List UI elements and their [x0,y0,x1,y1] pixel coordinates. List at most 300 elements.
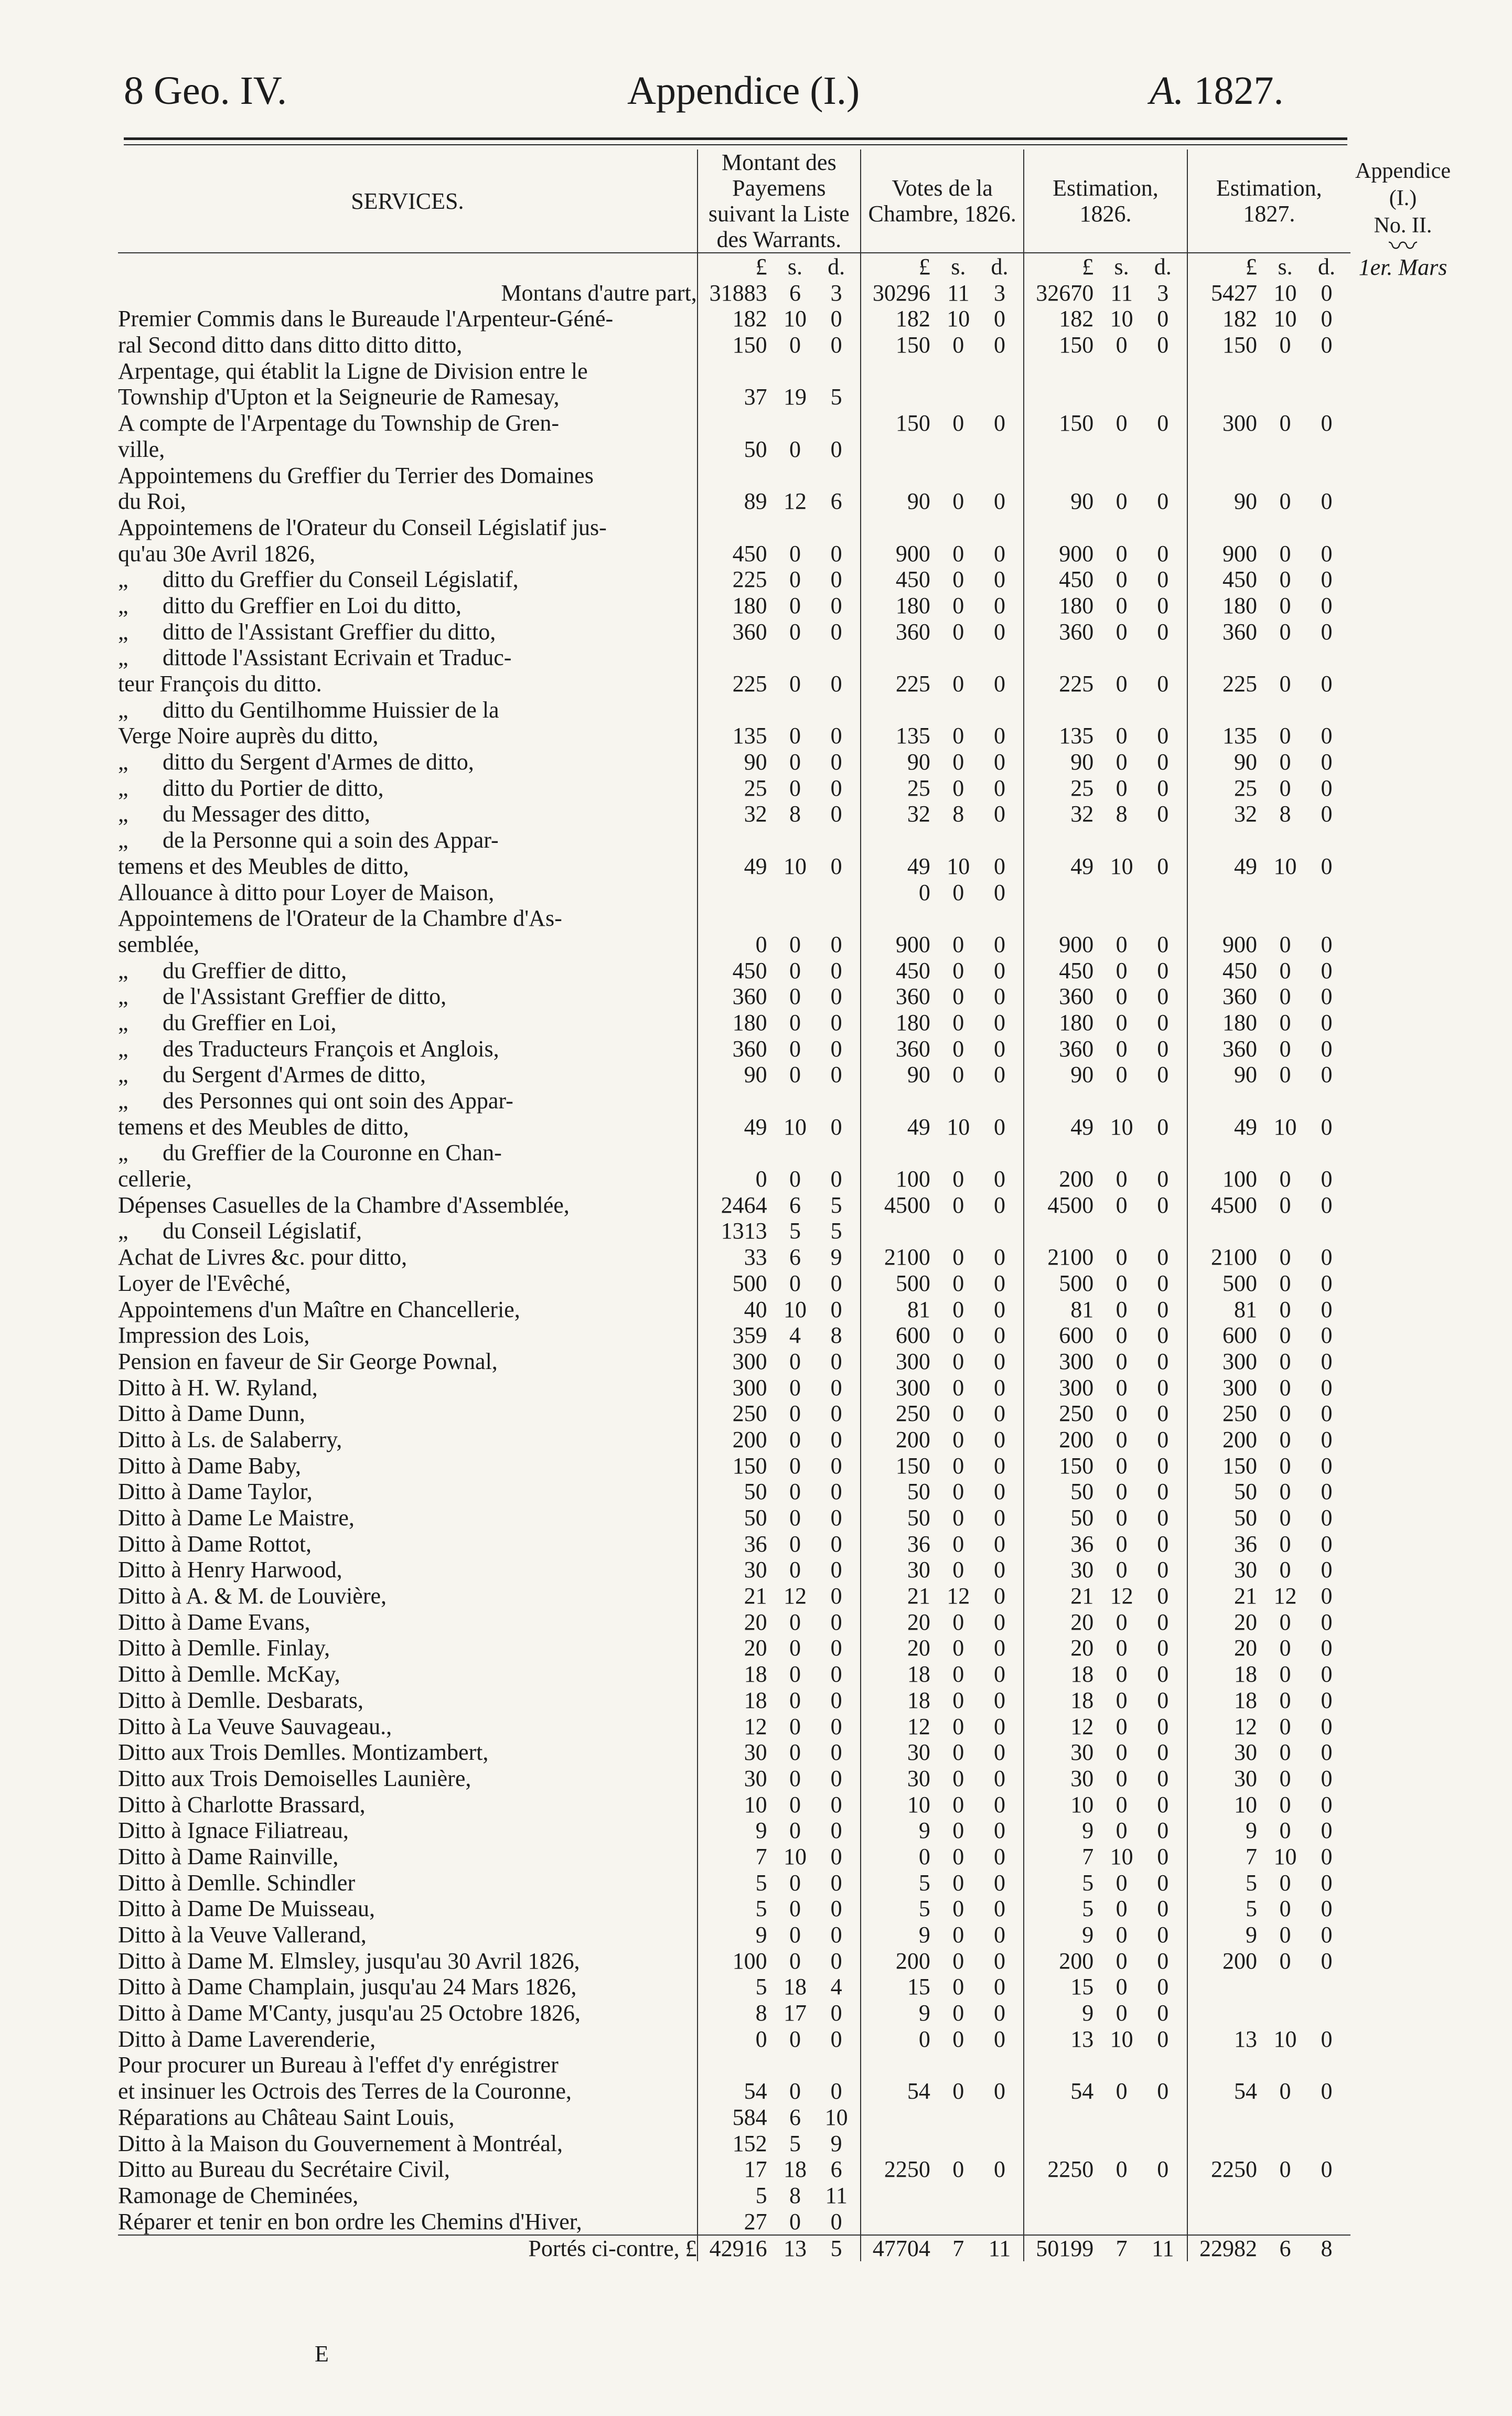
amount-cell [1187,280,1350,306]
table-row [118,1296,1350,1322]
shillings-value: 0 [1116,1687,1128,1713]
description-text: Ditto à Demlle. Desbarats, [118,1687,363,1713]
pounds-value: 49 [1070,1114,1094,1140]
service-description [118,2130,698,2156]
service-description [118,1426,698,1452]
amount-cell [1024,957,1187,983]
amount-cell [1024,1374,1187,1401]
description-text: Ditto à Dame Rainville, [118,1843,339,1869]
units-row [118,253,1350,280]
description-text: ditto du Sergent d'Armes de ditto, [163,749,474,775]
ditto-mark: „ [118,1009,128,1035]
pounds-value: 180 [732,1009,767,1035]
pence-value: 0 [1321,1322,1333,1349]
service-description [118,2156,698,2183]
pence-value: 0 [1157,540,1169,566]
pence-value: 0 [1157,592,1169,618]
pounds-value: 300 [732,1348,767,1374]
amount-cell [1024,1609,1187,1635]
pounds-value: 49 [1070,853,1094,879]
shillings-value: 0 [952,1401,964,1427]
table-row [118,1401,1350,1427]
pounds-value: 900 [895,540,930,566]
shillings-value: 0 [1116,332,1128,358]
amount-cell [1187,645,1350,671]
shillings-value: 0 [1116,671,1128,697]
shillings-value: 0 [1116,1401,1128,1427]
amount-cell [698,540,861,566]
shillings-value: 10 [1273,1843,1297,1869]
shillings-value: 0 [952,1452,964,1479]
amount-cell [1024,566,1187,593]
description-text: ville, [118,436,165,462]
pounds-value: 50 [744,1505,767,1531]
shillings-value: 0 [789,1609,801,1635]
amount-cell [1187,2052,1350,2078]
ditto-mark: „ [118,749,128,775]
service-description [118,1035,698,1062]
pounds-value: 49 [744,1114,767,1140]
service-description [118,983,698,1010]
table-row [118,1322,1350,1349]
shillings-value: 0 [952,671,964,697]
pounds-value: 13 [1070,2026,1094,2052]
amount-cell [861,1504,1024,1531]
shillings-value: 0 [1116,1974,1128,2000]
shillings-value: 10 [783,1843,807,1869]
year: 1827. [1194,69,1284,113]
table-row [118,1166,1350,1192]
shillings-value: 0 [1279,1609,1291,1635]
shillings-value: 0 [1116,1296,1128,1322]
amount-cell [698,1244,861,1270]
shillings-value: 0 [952,1192,964,1218]
pounds-value: 5 [1246,1896,1258,1922]
pounds-value: 18 [1070,1661,1094,1687]
amount-cell [1024,1087,1187,1114]
description-text: Ditto à Charlotte Brassard, [118,1791,366,1818]
shillings-value: 0 [1116,1270,1128,1296]
description-text: Ditto à Dame De Muisseau, [118,1896,375,1922]
shillings-value: 12 [783,488,807,515]
pence-value: 0 [1321,488,1333,515]
pounds-value: 150 [732,1452,767,1479]
description-text: cellerie, [118,1166,192,1192]
amount-cell [1187,1687,1350,1713]
pounds-value: 0 [918,2026,930,2052]
pence-value: 0 [1321,1479,1333,1505]
shillings-value: 0 [952,723,964,749]
service-description [118,462,698,488]
service-description [118,645,698,671]
amount-cell [861,1322,1024,1349]
description-text: Réparations au Château Saint Louis, [118,2104,455,2130]
description-text: du Roi, [118,488,186,515]
pounds-value: 225 [1223,671,1258,697]
shillings-value: 0 [1279,410,1291,436]
pounds-value: 12 [1070,1713,1094,1739]
amount-cell [1187,540,1350,566]
shillings-value: 0 [789,2208,801,2235]
shillings-value: 0 [1279,1635,1291,1661]
pence-value: 0 [1157,723,1169,749]
amount-cell [1024,749,1187,775]
pence-value: 0 [993,2000,1005,2026]
shillings-value: 0 [952,1713,964,1739]
pounds-value: 20 [907,1609,930,1635]
shillings-value: 0 [1279,566,1291,593]
pence-value: 0 [993,1922,1005,1948]
table-row [118,775,1350,801]
table-row [118,1348,1350,1374]
description-text: Ditto aux Trois Demlles. Montizambert, [118,1739,489,1766]
amount-cell [1024,853,1187,879]
description-text: ditto du Greffier du Conseil Législatif, [163,566,519,593]
pounds-value: 9 [1082,2000,1094,2026]
description-text: Ditto à la Veuve Vallerand, [118,1922,367,1948]
service-description [118,1114,698,1140]
shillings-value: 0 [952,1062,964,1088]
amount-cell [1187,1296,1350,1322]
shillings-value: 0 [1116,1426,1128,1452]
shillings-value: 0 [789,1635,801,1661]
pounds-value: 5 [918,1896,930,1922]
shillings-value: 8 [1279,801,1291,827]
pence-value: 0 [830,1479,842,1505]
amount-cell [861,1374,1024,1401]
pounds-value: 30 [907,1739,930,1766]
pounds-value: 36 [907,1531,930,1557]
amount-cell [1024,1974,1187,2000]
shillings-value: 0 [1279,1505,1291,1531]
amount-cell [698,1661,861,1687]
amount-cell [861,1583,1024,1609]
amount-cell [1187,1166,1350,1192]
shillings-value: 18 [783,2156,807,2183]
shillings-value: 0 [952,1922,964,1948]
pounds-value: 1313 [721,1218,767,1244]
pounds-value: 18 [1234,1661,1258,1687]
pence-value: 0 [1321,332,1333,358]
pence-value: 0 [1321,1739,1333,1766]
amount-cell [698,618,861,645]
service-description [118,618,698,645]
amount-cell [1187,410,1350,436]
table-row [118,2026,1350,2052]
ditto-mark: „ [118,645,128,671]
shillings-value: 0 [789,1791,801,1818]
shillings-value: 10 [783,1114,807,1140]
amount-cell [1024,1401,1187,1427]
ditto-mark: „ [118,801,128,827]
pounds-value: 5 [755,1896,767,1922]
shillings-value: 0 [1116,983,1128,1010]
amount-cell [1187,1557,1350,1583]
amount-cell [861,1035,1024,1062]
table-row [118,1557,1350,1583]
pence-value: 0 [1321,2026,1333,2052]
margin-note [1343,157,1463,281]
pence-value: 0 [1321,801,1333,827]
amount-cell [1024,2156,1187,2183]
amount-cell [1187,1062,1350,1088]
amount-cell [861,2052,1024,2078]
shillings-value: 0 [952,2078,964,2104]
pence-value: 0 [1321,1922,1333,1948]
shillings-value: 0 [952,957,964,983]
amount-cell [698,2000,861,2026]
pence-value: 0 [830,1452,842,1479]
ditto-mark: „ [118,983,128,1010]
shillings-value: 0 [1279,775,1291,801]
amount-cell [1024,1452,1187,1479]
pence-value: 0 [993,410,1005,436]
pence-value: 0 [1321,1062,1333,1088]
pounds-value: 5 [755,1974,767,2000]
table-row [118,1843,1350,1869]
service-description [118,2208,698,2235]
pence-value: 0 [1157,1479,1169,1505]
shillings-value: 0 [952,1557,964,1583]
description-text: Ditto à Dame Laverenderie, [118,2026,376,2052]
amount-cell [1187,1609,1350,1635]
amount-cell [1187,1843,1350,1869]
shillings-value: 0 [1116,1922,1128,1948]
shillings-value: 0 [1116,1244,1128,1270]
table-row [118,1661,1350,1687]
pounds-value: 182 [1059,306,1094,332]
pence-value: 0 [993,566,1005,593]
description-text: Achat de Livres &c. pour ditto, [118,1244,408,1270]
amount-cell [698,1818,861,1844]
amount-cell [1187,1583,1350,1609]
pence-value: 0 [993,723,1005,749]
amount-cell [861,2078,1024,2104]
amount-cell [1024,1896,1187,1922]
pence-value: 0 [830,1348,842,1374]
pounds-value: 182 [732,306,767,332]
shillings-value: 0 [789,1739,801,1766]
pounds-value: 360 [1223,983,1258,1010]
pence-value: 0 [1321,1843,1333,1869]
description-text: Verge Noire auprès du ditto, [118,723,379,749]
pounds-value: 30 [1070,1739,1094,1766]
pounds-value: 25 [907,775,930,801]
table-row [118,1869,1350,1896]
shillings-value: 0 [952,1296,964,1322]
shillings-value: 4 [789,1322,801,1349]
amount-cell [1187,488,1350,515]
pounds-value: 81 [1234,1296,1258,1322]
amount-cell [1187,1401,1350,1427]
pounds-value: 2100 [884,1244,930,1270]
pence-value: 0 [1157,1244,1169,1270]
description-text: Premier Commis dans le Bureaude l'Arpenteur-Géné- [118,306,614,332]
description-text: de l'Assistant Greffier de ditto, [163,983,447,1010]
table-row [118,618,1350,645]
shillings-value: 0 [1279,1557,1291,1583]
pence-value: 0 [993,1948,1005,1974]
amount-cell [861,670,1024,697]
description-text: Montans d'autre part, [501,280,697,306]
amount-cell [1024,1426,1187,1452]
pence-value: 0 [1157,2156,1169,2183]
shillings-value: 8 [789,2182,801,2208]
footer-total-est-1826: 50199 7 11 [1024,2235,1187,2262]
shillings-value: 0 [1279,723,1291,749]
pence-value: 0 [1321,1505,1333,1531]
table-row [118,514,1350,540]
amount-cell [698,462,861,488]
shillings-value: 0 [952,2000,964,2026]
amount-cell [698,905,861,932]
shillings-value: 10 [1273,306,1297,332]
service-description [118,1531,698,1557]
pence-value: 0 [993,2026,1005,2052]
shillings-value: 12 [947,1583,970,1609]
shillings-value: 0 [952,1609,964,1635]
pounds-value: 180 [1059,592,1094,618]
pounds-value: 54 [1234,2078,1258,2104]
pounds-value: 30 [907,1557,930,1583]
shillings-value: 0 [952,566,964,593]
amount-cell [1024,514,1187,540]
shillings-value: 0 [952,1661,964,1687]
units-label: £ s. d. [1187,253,1350,280]
amount-cell [861,1114,1024,1140]
service-description [118,1635,698,1661]
table-row [118,410,1350,436]
description-text: et insinuer les Octrois des Terres de la Couronne, [118,2078,572,2104]
shillings-value: 0 [789,1062,801,1088]
shillings-value: 10 [783,853,807,879]
shillings-value: 6 [789,280,801,306]
pounds-value: 20 [1070,1635,1094,1661]
shillings-value: 0 [952,983,964,1010]
amount-cell [1187,332,1350,358]
table-row [118,1765,1350,1791]
pence-value: 0 [1157,1035,1169,1062]
shillings-value: 6 [789,1192,801,1218]
shillings-value: 0 [1116,1948,1128,1974]
shillings-value: 6 [789,2104,801,2130]
units-label: £ s. d. [861,253,1024,280]
pounds-value: 90 [744,1062,767,1088]
service-description [118,957,698,983]
pence-value: 5 [830,1218,842,1244]
amount-cell [1024,1818,1187,1844]
description-text: ral Second ditto dans ditto ditto ditto, [118,332,463,358]
pounds-value: 32 [1070,801,1094,827]
table-row [118,1791,1350,1818]
amount-cell [698,2208,861,2235]
service-description [118,1869,698,1896]
amount-cell [861,332,1024,358]
pounds-value: 300 [895,1348,930,1374]
pence-value: 0 [1321,1296,1333,1322]
pence-value: 0 [830,1661,842,1687]
shillings-value: 0 [1116,957,1128,983]
pence-value: 0 [830,983,842,1010]
shillings-value: 0 [1116,1713,1128,1739]
table-row [118,1009,1350,1035]
pence-value: 0 [1157,332,1169,358]
pence-value: 0 [830,436,842,462]
shillings-value: 12 [783,1583,807,1609]
shillings-value: 0 [1116,1739,1128,1766]
pounds-value: 36 [744,1531,767,1557]
table-row [118,827,1350,853]
table-row [118,1452,1350,1479]
ditto-mark: „ [118,566,128,593]
shillings-value: 0 [1279,1922,1291,1948]
pence-value: 0 [1157,1609,1169,1635]
amount-cell [1187,827,1350,853]
shillings-value: 0 [952,1739,964,1766]
pence-value: 6 [830,488,842,515]
amount-cell [1187,749,1350,775]
amount-cell [1187,775,1350,801]
pence-value: 0 [830,2078,842,2104]
pounds-value: 9 [918,2000,930,2026]
pounds-value: 300 [1223,1348,1258,1374]
pence-value: 0 [1157,1948,1169,1974]
pounds-value: 200 [1059,1948,1094,1974]
pence-value: 0 [830,1166,842,1192]
shillings-value: 0 [1279,957,1291,983]
shillings-value: 0 [789,983,801,1010]
table-row [118,306,1350,332]
table-row [118,2052,1350,2078]
amount-cell [861,1192,1024,1218]
pence-value: 0 [1157,2078,1169,2104]
service-description [118,1921,698,1948]
shillings-value: 0 [789,671,801,697]
pence-value: 0 [1321,1583,1333,1609]
amount-cell [1024,1713,1187,1739]
pounds-value: 500 [1223,1270,1258,1296]
table-row [118,540,1350,566]
amount-cell [1024,1791,1187,1818]
pounds-value: 18 [907,1661,930,1687]
shillings-value: 0 [789,957,801,983]
amount-cell [698,1583,861,1609]
table-row [118,1896,1350,1922]
pence-value: 0 [1321,1244,1333,1270]
description-text: Ditto à Dame Rottot, [118,1531,312,1557]
pounds-value: 17 [744,2156,767,2183]
service-description [118,723,698,749]
pence-value: 0 [993,1374,1005,1401]
table-row [118,1218,1350,1244]
pence-value: 0 [993,592,1005,618]
pounds-value: 20 [744,1635,767,1661]
shillings-value: 0 [1116,1035,1128,1062]
pounds-value: 5 [1246,1869,1258,1896]
pounds-value: 360 [1059,983,1094,1010]
shillings-value: 0 [1116,1557,1128,1583]
amount-cell [861,488,1024,515]
shillings-value: 0 [1116,749,1128,775]
service-description [118,1348,698,1374]
pence-value: 0 [1157,1896,1169,1922]
pounds-value: 2100 [1211,1244,1258,1270]
shillings-value: 0 [789,1505,801,1531]
shillings-value: 0 [1116,566,1128,593]
amount-cell [1187,436,1350,462]
description-text: Pour procurer un Bureau à l'effet d'y enrégistrer [118,2052,559,2078]
service-description [118,1713,698,1739]
